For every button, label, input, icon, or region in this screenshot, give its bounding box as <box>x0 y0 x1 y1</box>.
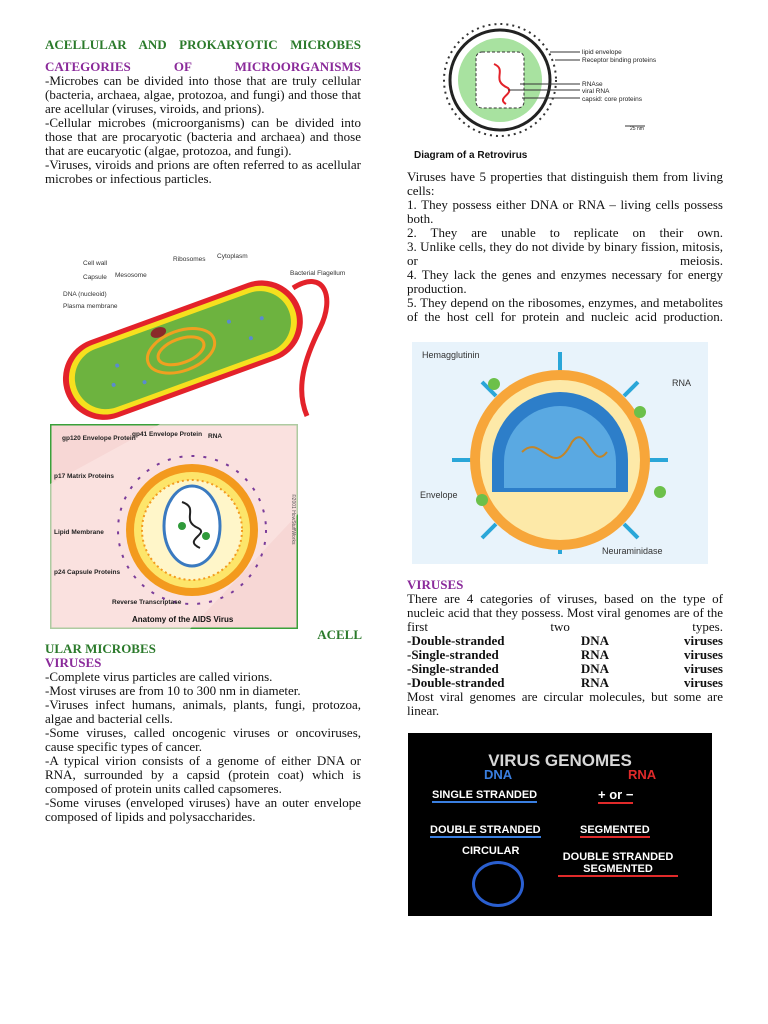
label-cytoplasm: Cytoplasm <box>217 253 248 260</box>
label-mesosome: Mesosome <box>115 272 147 279</box>
label-flagellum: Bacterial Flagellum <box>290 270 346 277</box>
aids-caption: Anatomy of the AIDS Virus <box>132 615 234 624</box>
circular-genome-icon <box>472 861 524 907</box>
left-intro <box>45 38 361 186</box>
viruses-heading-right: VIRUSES <box>407 577 464 592</box>
genomes-segmented: SEGMENTED <box>580 824 650 836</box>
label-p17: p17 Matrix Proteins <box>54 473 114 480</box>
label-neuraminidase: Neuraminidase <box>602 546 663 556</box>
label-viral-rna: viral RNA <box>582 88 610 95</box>
virus-fact: -Most viruses are from 10 to 300 nm in diameter. <box>45 683 301 698</box>
genomes-double: DOUBLE STRANDED <box>430 824 541 836</box>
virus-properties <box>407 170 723 324</box>
closing-text: Most viral genomes are circular molecules, but some are linear. <box>407 689 723 718</box>
label-hemagglutinin: Hemagglutinin <box>422 350 480 360</box>
label-cell-wall: Cell wall <box>83 260 108 267</box>
para-microbes: -Microbes can be divided into those that are truly cellular (bacteria, archaea, algae, protozoa, and fungi) and those that are acellular (viruses, viroids, and prions). <box>45 73 361 116</box>
retrovirus-diagram <box>410 18 700 163</box>
virus-fact: -Viruses infect humans, animals, plants, fungi, protozoa, algae and bacterial cells. <box>45 697 361 726</box>
genomes-plusminus: + or − <box>598 787 634 802</box>
para-acellular: -Viruses, viroids and prions are often referred to as acellular microbes or infectious particles. <box>45 157 361 186</box>
label-lipid-envelope: lipid envelope <box>582 49 622 56</box>
category-row: -Double-stranded RNA viruses <box>407 675 723 690</box>
label-lipid-membrane: Lipid Membrane <box>54 529 104 536</box>
label-receptor-proteins: Receptor binding proteins <box>582 57 657 64</box>
flagellum <box>293 282 327 416</box>
left-viruses <box>45 642 361 824</box>
aids-virus-diagram <box>50 424 298 629</box>
viruses-heading-left: VIRUSES <box>45 655 102 670</box>
label-rna: RNA <box>208 433 223 440</box>
virus-fact: -Some viruses (enveloped viruses) have an outer envelope composed of lipids and polysaccharides. <box>45 795 361 824</box>
acell-fragment: ACELL <box>317 627 362 642</box>
virus-fact: -Some viruses, called oncogenic viruses or oncoviruses, cause specific types of cancer. <box>45 725 361 754</box>
genomes-single: SINGLE STRANDED <box>432 789 538 801</box>
categories-intro: There are 4 categories of viruses, based on the type of nucleic acid that they possess. Most viral genomes are of the first two types. <box>407 591 723 634</box>
genomes-circular: CIRCULAR <box>462 845 520 857</box>
properties-intro: Viruses have 5 properties that distinguish them from living cells: <box>407 169 723 198</box>
label-rna-flu: RNA <box>672 378 692 388</box>
label-capsid: capsid: core proteins <box>582 96 642 103</box>
label-plasma-membrane: Plasma membrane <box>63 303 118 310</box>
label-scale: 25 nm <box>630 126 644 132</box>
virus-fact: -A typical virion consists of a genome of either DNA or RNA, surrounded by a capsid (protein coat) which is composed of protein units called capsomeres. <box>45 753 361 796</box>
category-row: -Single-stranded RNA viruses <box>407 647 723 662</box>
acellular-microbes-heading: ULAR MICROBES <box>45 641 156 656</box>
aids-copyright: ©2001 HowStuffWorks <box>290 494 296 545</box>
label-ribosomes: Ribosomes <box>173 256 206 263</box>
label-rnase: RNAse <box>582 81 603 88</box>
label-p24: p24 Capsule Proteins <box>54 569 121 576</box>
para-cellular: -Cellular microbes (microorganisms) can be divided into those that are procaryotic (bacteria and archaea) and those that are eucaryotic (algae, protozoa, and fungi). <box>45 115 361 158</box>
genomes-dna: DNA <box>484 767 513 782</box>
virus-genomes-figure <box>408 733 712 916</box>
genomes-ds-segmented: DOUBLE STRANDED SEGMENTED <box>558 851 678 877</box>
bacteria-diagram <box>45 248 363 420</box>
main-heading: ACELLULAR AND PROKARYOTIC MICROBES <box>45 37 361 52</box>
label-dna: DNA (nucleoid) <box>63 291 107 298</box>
capsid <box>164 486 220 566</box>
influenza-diagram <box>412 342 708 564</box>
label-capsule: Capsule <box>83 274 107 281</box>
label-envelope: Envelope <box>420 490 458 500</box>
virus-categories <box>407 578 723 718</box>
property-item: 3. Unlike cells, they do not divide by binary fission, mitosis, or meiosis. <box>407 239 723 268</box>
property-item: 2. They are unable to replicate on their own. <box>407 225 723 240</box>
genomes-rna: RNA <box>628 767 657 782</box>
virus-fact: -Complete virus particles are called virions. <box>45 669 273 684</box>
label-gp120: gp120 Envelope Protein <box>62 435 136 442</box>
property-item: 1. They possess either DNA or RNA – living cells possess both. <box>407 197 723 226</box>
category-row: -Single-stranded DNA viruses <box>407 661 723 676</box>
property-item: 5. They depend on the ribosomes, enzymes, and metabolites of the host cell for protein and nucleic acid production. <box>407 295 723 324</box>
genomes-title: VIRUS GENOMES <box>488 751 632 770</box>
retrovirus-caption: Diagram of a Retrovirus <box>414 150 528 161</box>
property-item: 4. They lack the genes and enzymes necessary for energy production. <box>407 267 723 296</box>
label-reverse-transcriptase: Reverse Transcriptase <box>112 599 182 606</box>
category-row: -Double-stranded DNA viruses <box>407 633 723 648</box>
categories-heading: CATEGORIES OF MICROORGANISMS <box>45 59 361 74</box>
label-gp41: gp41 Envelope Protein <box>132 431 203 438</box>
